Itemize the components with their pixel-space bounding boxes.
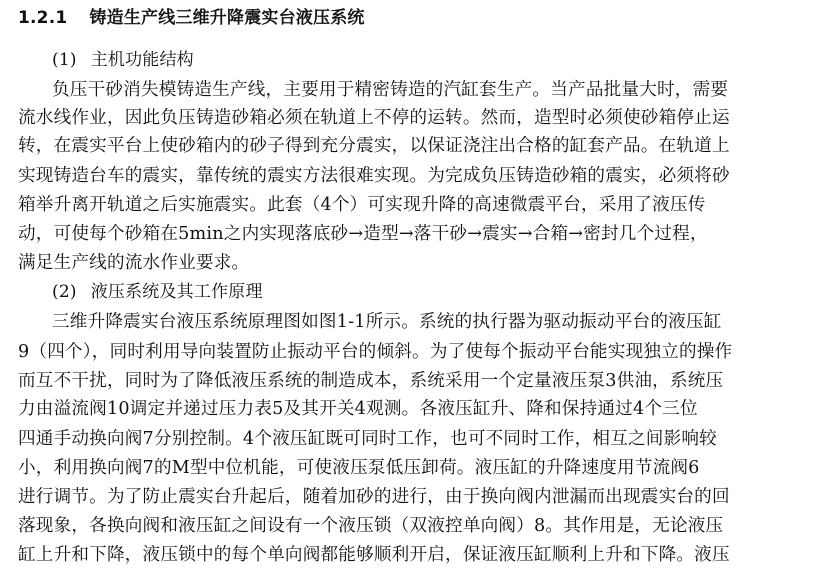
paragraph-line: 四通手动换向阀7分别控制。4个液压缸既可同时工作，也可不同时工作，相互之间影响较 (18, 429, 717, 449)
paragraph-line: 力由溢流阀10调定并递过压力表5及其开关4观测。各液压缸升、降和保持通过4个三位 (18, 399, 698, 419)
paragraph-line: 9（四个），同时利用导向装置防止振动平台的倾斜。为了使每个振动平台能实现独立的操作 (18, 342, 733, 362)
paragraph-line: 缸上升和下降，液压锁中的每个单向阀都能够顺利开启，保证液压缸顺利上升和下降。液压 (18, 545, 730, 565)
subsection-title: 主机功能结构 (90, 50, 194, 70)
section-title: 铸造生产线三维升降震实台液压系统 (89, 8, 365, 28)
paragraph-line: 流水线作业，因此负压铸造砂箱必须在轨道上不停的运转。然而，造型时必须使砂箱停止运 (18, 108, 730, 128)
subsection-heading (52, 49, 194, 71)
subsection-heading (52, 281, 263, 303)
paragraph-line: 转，在震实平台上使砂箱内的砂子得到充分震实，以保证浇注出合格的缸套产品。在轨道上 (18, 136, 730, 156)
paragraph-line: 箱举升离开轨道之后实施震实。此套（4个）可实现升降的高速微震平台，采用了液压传 (18, 195, 706, 215)
section-heading (18, 7, 365, 29)
paragraph-line: 而互不干扰，同时为了降低液压系统的制造成本，系统采用一个定量液压泵3供油，系统压 (18, 371, 724, 391)
paragraph-line: 小，利用换向阀7的M型中位机能，可使液压泵低压卸荷。液压缸的升降速度用节流阀6 (18, 458, 700, 478)
paragraph-line: 满足生产线的流水作业要求。 (18, 253, 250, 273)
paragraph-line: 负压干砂消失模铸造生产线，主要用于精密铸造的汽缸套生产。当产品批量大时，需要 (52, 80, 729, 100)
subsection-number: (1) (52, 50, 77, 70)
subsection-number: (2) (52, 282, 77, 302)
paragraph-line: 动，可使每个砂箱在5min之内实现落底砂→造型→落干砂→震实→合箱→密封几个过程， (18, 224, 708, 244)
paragraph-line: 进行调节。为了防止震实台升起后，随着加砂的进行，由于换向阀内泄漏而出现震实台的回 (18, 487, 730, 507)
paragraph-line: 实现铸造台车的震实，靠传统的震实方法很难实现。为完成负压铸造砂箱的震实，必须将砂 (18, 166, 730, 186)
paragraph-line: 落现象，各换向阀和液压缸之间设有一个液压锁（双液控单向阀）8。其作用是，无论液压 (18, 516, 724, 536)
subsection-title: 液压系统及其工作原理 (90, 282, 263, 302)
paragraph-line: 三维升降震实台液压系统原理图如图1-1所示。系统的执行器为驱动振动平台的液压缸 (52, 312, 722, 332)
section-number: 1.2.1 (18, 8, 68, 28)
